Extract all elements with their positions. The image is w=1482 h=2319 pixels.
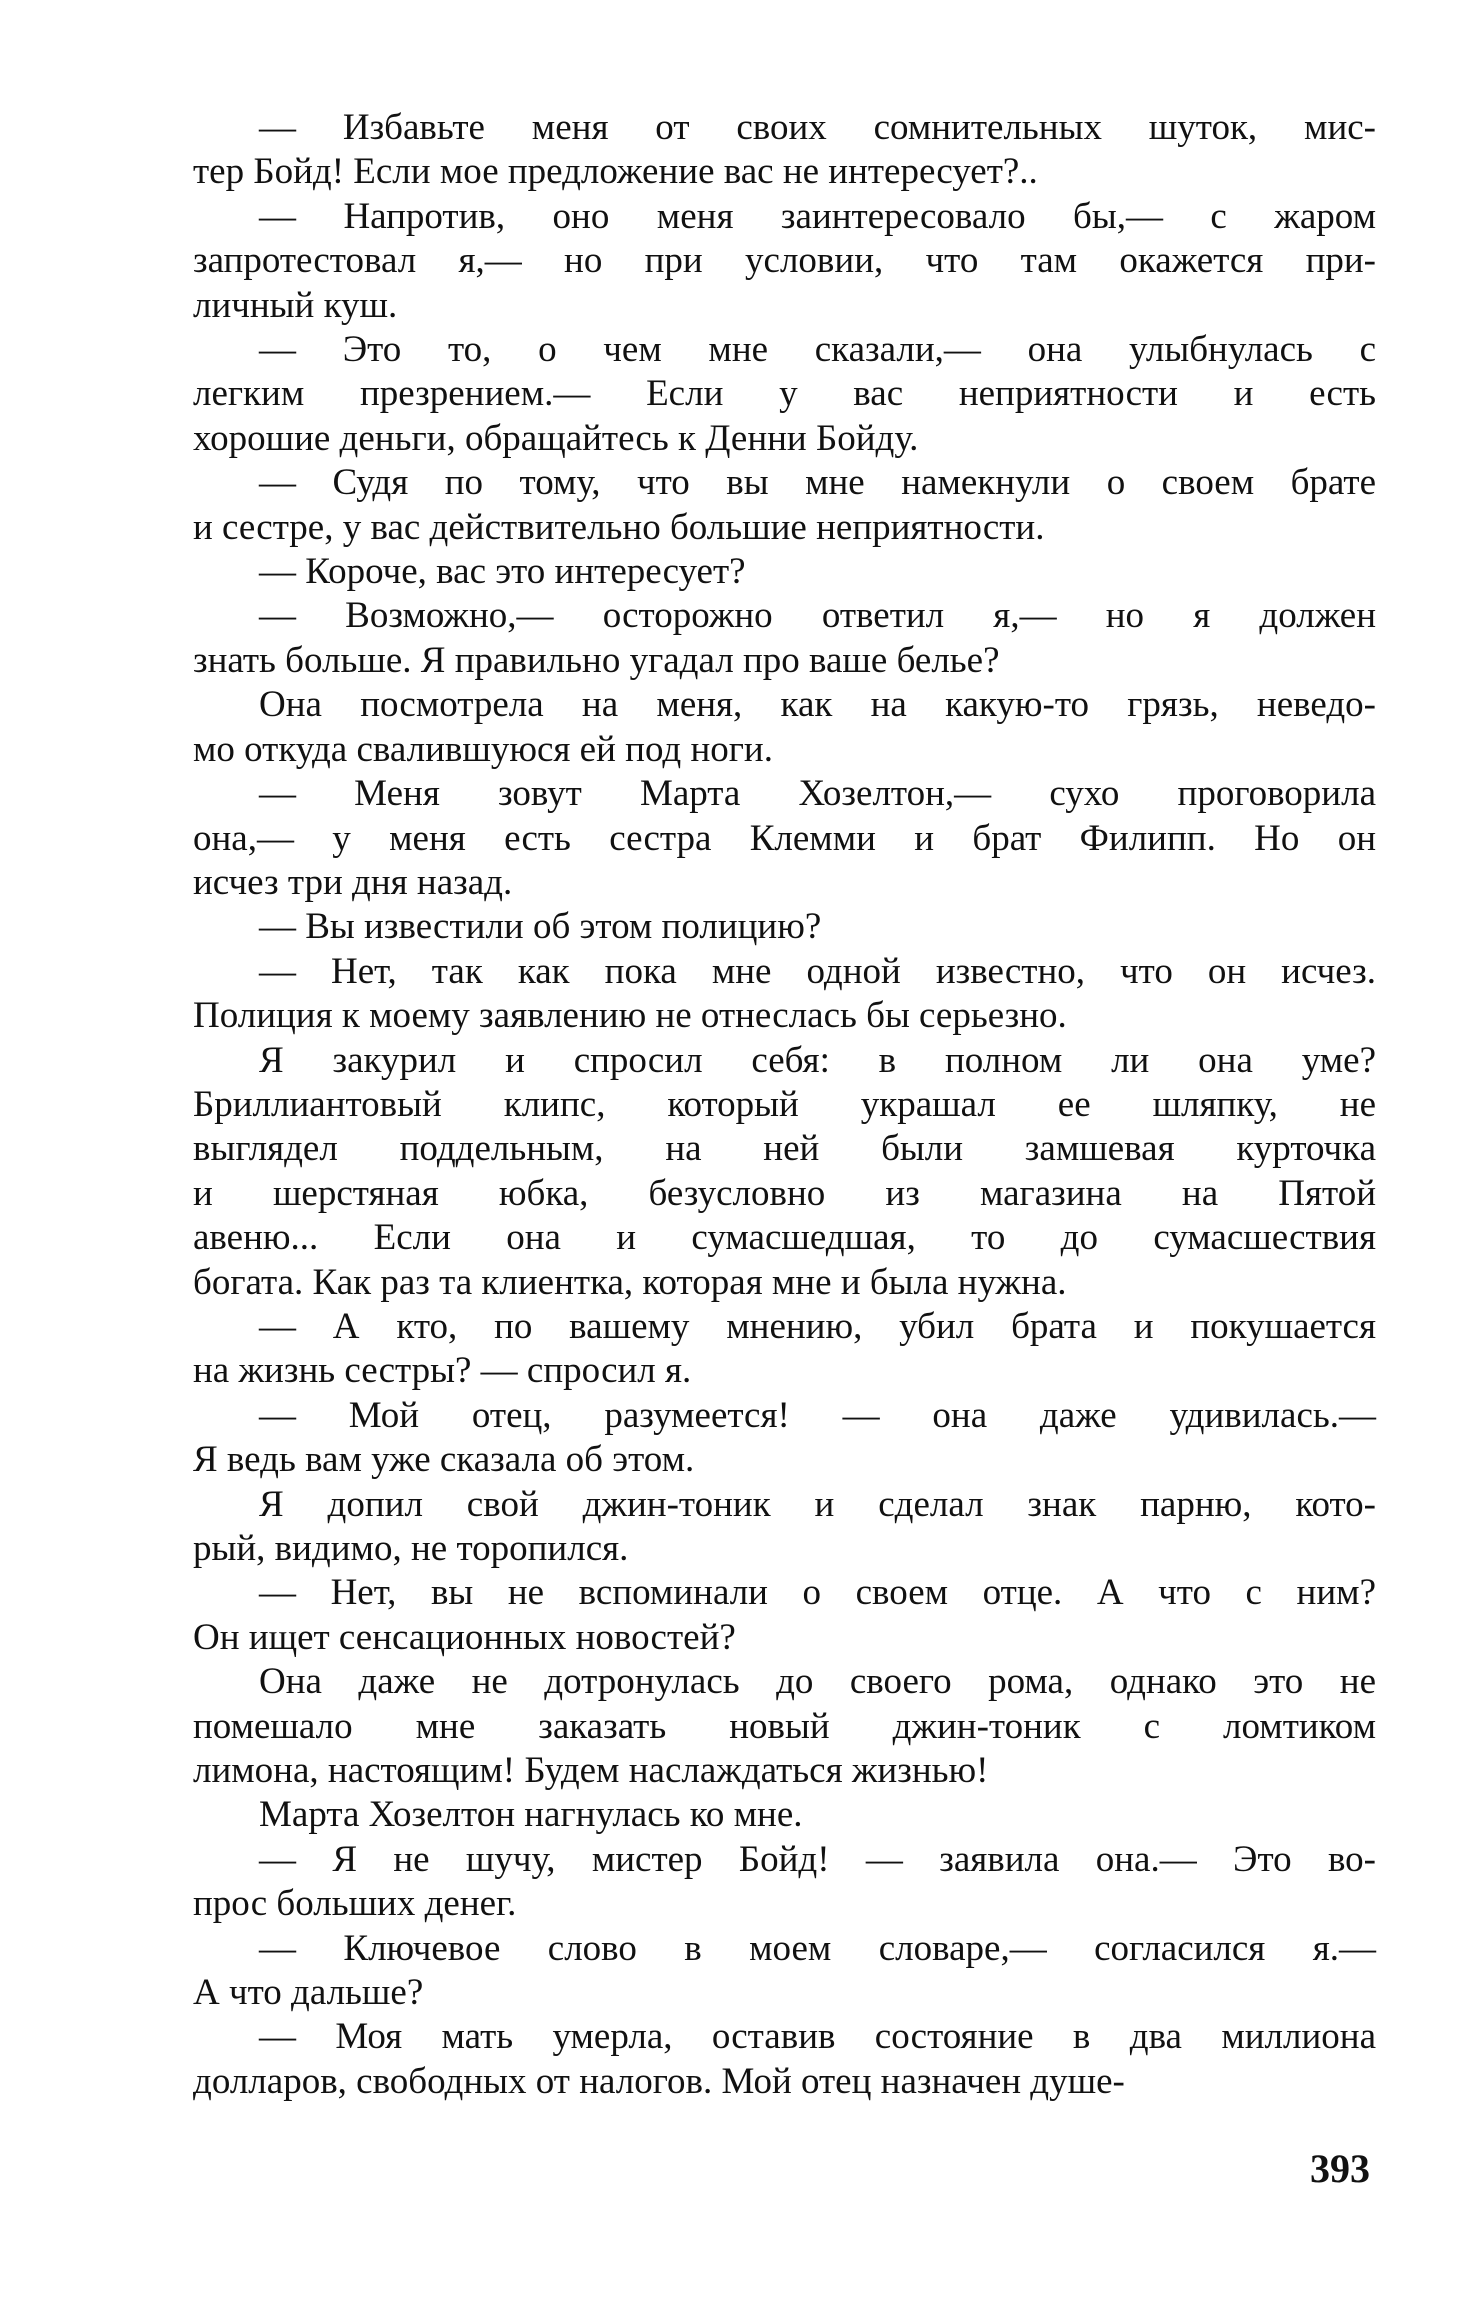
text-line: — Короче, вас это интересует? bbox=[259, 551, 746, 593]
text-line: помешало мне заказать новый джин-тоник с ломтиком bbox=[193, 1705, 1376, 1747]
paragraph bbox=[193, 106, 1376, 195]
text-line: долларов, свободных от налогов. Мой отец назначен душе- bbox=[193, 2060, 1125, 2102]
text-line: — Это то, о чем мне сказали,— она улыбнулась с bbox=[259, 329, 1376, 371]
text-line: — Нет, вы не вспоминали о своем отце. А что с ним? bbox=[259, 1572, 1376, 1614]
paragraph bbox=[193, 328, 1376, 461]
paragraph bbox=[193, 195, 1376, 328]
paragraph bbox=[193, 683, 1376, 772]
text-line: — Моя мать умерла, оставив состояние в два миллиона bbox=[259, 2016, 1376, 2058]
text-line: тер Бойд! Если мое предложение вас не интересует?.. bbox=[193, 151, 1038, 193]
paragraph bbox=[193, 1660, 1376, 1793]
text-line: — Ключевое слово в моем словаре,— согласился я.— bbox=[259, 1927, 1376, 1969]
text-line: — Мой отец, разумеется! — она даже удивилась.— bbox=[259, 1394, 1376, 1436]
text-line: Я допил свой джин-тоник и сделал знак парню, кото- bbox=[259, 1483, 1376, 1525]
text-line: на жизнь сестры? — спросил я. bbox=[193, 1350, 692, 1392]
text-line: богата. Как раз та клиентка, которая мне и была нужна. bbox=[193, 1261, 1067, 1303]
text-line: легким презрением.— Если у вас неприятности и есть bbox=[193, 373, 1376, 415]
text-line: личный куш. bbox=[193, 284, 398, 326]
text-line: исчез три дня назад. bbox=[193, 861, 513, 903]
text-line: выглядел поддельным, на ней были замшевая курточка bbox=[193, 1128, 1376, 1170]
paragraph bbox=[193, 1483, 1376, 1572]
paragraph bbox=[193, 550, 1376, 594]
paragraph bbox=[193, 594, 1376, 683]
body-text bbox=[193, 106, 1376, 2104]
text-line: — Избавьте меня от своих сомнительных шуток, мис- bbox=[259, 107, 1376, 148]
text-line: — Возможно,— осторожно ответил я,— но я должен bbox=[259, 595, 1376, 637]
text-line: — А кто, по вашему мнению, убил брата и покушается bbox=[259, 1305, 1376, 1347]
text-line: Марта Хозелтон нагнулась ко мне. bbox=[259, 1794, 803, 1836]
paragraph bbox=[193, 1838, 1376, 1927]
text-line: и шерстяная юбка, безусловно из магазина на Пятой bbox=[193, 1172, 1376, 1214]
text-line: Полиция к моему заявлению не отнеслась бы серьезно. bbox=[193, 995, 1067, 1037]
text-line: Я закурил и спросил себя: в полном ли она уме? bbox=[259, 1039, 1376, 1081]
text-line: — Судя по тому, что вы мне намекнули о своем брате bbox=[259, 462, 1376, 504]
text-line: Она посмотрела на меня, как на какую-то грязь, неведо- bbox=[259, 684, 1376, 726]
paragraph bbox=[193, 772, 1376, 905]
text-line: — Я не шучу, мистер Бойд! — заявила она.— Это во- bbox=[259, 1838, 1376, 1880]
text-line: она,— у меня есть сестра Клемми и брат Филипп. Но он bbox=[193, 817, 1376, 859]
page-number: 393 bbox=[1310, 2146, 1370, 2191]
paragraph bbox=[193, 1793, 1376, 1837]
paragraph bbox=[193, 1927, 1376, 2016]
text-line: рый, видимо, не торопился. bbox=[193, 1528, 629, 1569]
text-line: Бриллиантовый клипс, который украшал ее шляпку, не bbox=[193, 1083, 1376, 1125]
text-line: — Нет, так как пока мне одной известно, что он исчез. bbox=[259, 950, 1376, 992]
paragraph bbox=[193, 950, 1376, 1039]
text-line: знать больше. Я правильно угадал про ваше белье? bbox=[193, 639, 1000, 681]
text-line: — Вы известили об этом полицию? bbox=[259, 906, 822, 948]
paragraph bbox=[193, 2015, 1376, 2104]
paragraph bbox=[193, 1571, 1376, 1660]
paragraph bbox=[193, 1305, 1376, 1394]
text-line: А что дальше? bbox=[193, 1972, 424, 2014]
text-line: Она даже не дотронулась до своего рома, однако это не bbox=[259, 1661, 1376, 1703]
text-line: прос больших денег. bbox=[193, 1883, 517, 1925]
paragraph bbox=[193, 1039, 1376, 1305]
paragraph bbox=[193, 1394, 1376, 1483]
text-line: Я ведь вам уже сказала об этом. bbox=[193, 1439, 695, 1481]
paragraph bbox=[193, 461, 1376, 550]
text-line: — Меня зовут Марта Хозелтон,— сухо проговорила bbox=[259, 773, 1376, 815]
text-line: лимона, настоящим! Будем наслаждаться жизнью! bbox=[193, 1750, 989, 1792]
paragraph bbox=[193, 905, 1376, 949]
text-line: авеню... Если она и сумасшедшая, то до сумасшествия bbox=[193, 1217, 1376, 1259]
text-line: запротестовал я,— но при условии, что там окажется при- bbox=[193, 240, 1376, 282]
text-line: хорошие деньги, обращайтесь к Денни Бойду. bbox=[193, 417, 919, 459]
text-line: Он ищет сенсационных новостей? bbox=[193, 1616, 736, 1658]
text-line: — Напротив, оно меня заинтересовало бы,— с жаром bbox=[259, 195, 1376, 237]
text-line: и сестре, у вас действительно большие неприятности. bbox=[193, 506, 1045, 548]
text-line: мо откуда свалившуюся ей под ноги. bbox=[193, 728, 773, 770]
